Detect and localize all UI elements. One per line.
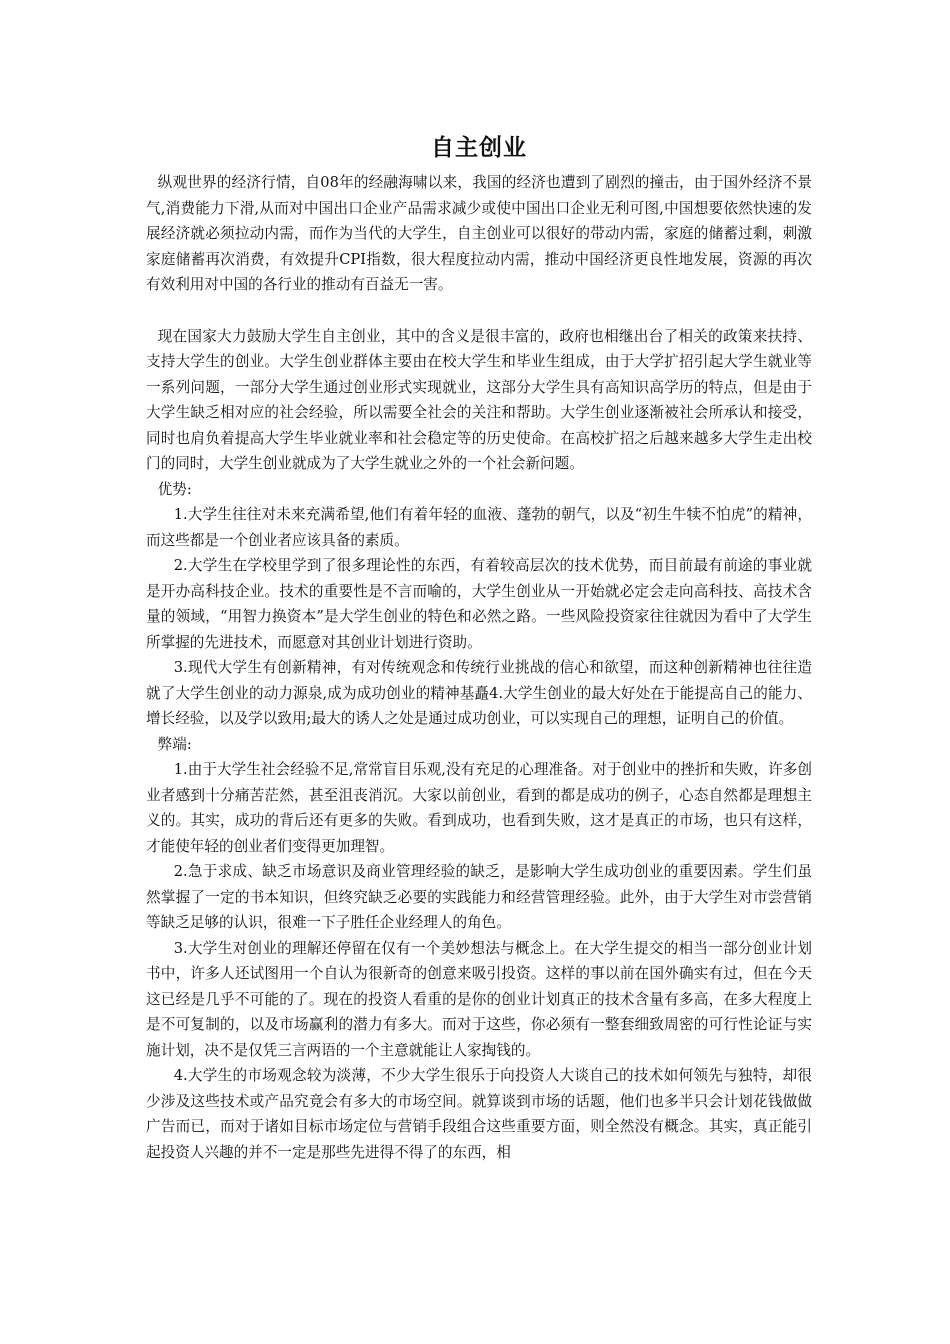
disadvantages-heading: 弊端: xyxy=(157,735,192,753)
document-page xyxy=(146,128,812,1165)
advantage-item: 3.现代大学生有创新精神，有对传统观念和传统行业挑战的信心和欲望，而这种创新精神也往往造就了大学生创业的动力源泉,成为成功创业的精神基矗4.大学生创业的最大好处在于能提高自己的能力、增长经验，以及学以致用;最大的诱人之处是通过成功创业，可以实现自己的理想，证明自己的价值。 xyxy=(146,659,812,727)
advantages-heading: 优势: xyxy=(157,480,192,498)
disadvantage-item: 1.由于大学生社会经验不足,常常盲目乐观,没有充足的心理准备。对于创业中的挫折和失败，许多创业者感到十分痛苦茫然，甚至沮丧消沉。大家以前创业，看到的都是成功的例子，心态自然都是理想主义的。其实，成功的背后还有更多的失败。看到成功，也看到失败，这才是真正的市场，也只有这样，才能使年轻的创业者们变得更加理智。 xyxy=(146,761,812,855)
paragraph-gap xyxy=(146,298,812,324)
disadvantage-item: 3.大学生对创业的理解还停留在仅有一个美妙想法与概念上。在大学生提交的相当一部分创业计划书中，许多人还试图用一个自认为很新奇的创意来吸引投资。这样的事以前在国外确实有过，但在今天这已经是几乎不可能的了。现在的投资人看重的是你的创业计划真正的技术含量有多高，在多大程度上是不可复制的，以及市场赢利的潜力有多大。而对于这些，你必须有一整套细致周密的可行性论证与实施计划，决不是仅凭三言两语的一个主意就能让人家掏钱的。 xyxy=(146,939,812,1059)
advantage-item: 2.大学生在学校里学到了很多理论性的东西，有着较高层次的技术优势，而目前最有前途的事业就是开办高科技企业。技术的重要性是不言而喻的，大学生创业从一开始就必定会走向高科技、高技术含量的领域，“用智力换资本”是大学生创业的特色和必然之路。一些风险投资家往往就因为看中了大学生所掌握的先进技术，而愿意对其创业计划进行资助。 xyxy=(146,557,812,651)
document-title: 自主创业 xyxy=(431,135,527,161)
intro-paragraph-2: 现在国家大力鼓励大学生自主创业，其中的含义是很丰富的，政府也相继出台了相关的政策来扶持、支持大学生的创业。大学生创业群体主要由在校大学生和毕业生组成，由于大学扩招引起大学生就业等一系列问题，一部分大学生通过创业形式实现就业，这部分大学生具有高知识高学历的特点，但是由于大学生缺乏相对应的社会经验，所以需要全社会的关注和帮助。大学生创业逐渐被社会所承认和接受，同时也肩负着提高大学生毕业就业率和社会稳定等的历史使命。在高校扩招之后越来越多大学生走出校门的同时，大学生创业就成为了大学生就业之外的一个社会新问题。 xyxy=(146,327,812,472)
disadvantage-item: 2.急于求成、缺乏市场意识及商业管理经验的缺乏，是影响大学生成功创业的重要因素。学生们虽然掌握了一定的书本知识，但终究缺乏必要的实践能力和经营管理经验。此外，由于大学生对市尝营销等缺乏足够的认识，很难一下子胜任企业经理人的角色。 xyxy=(146,863,812,931)
disadvantage-item: 4.大学生的市场观念较为淡薄，不少大学生很乐于向投资人大谈自己的技术如何领先与独特，却很少涉及这些技术或产品究竟会有多大的市场空间。就算谈到市场的话题，他们也多半只会计划花钱做做广告而已，而对于诸如目标市场定位与营销手段组合这些重要方面，则全然没有概念。其实，真正能引起投资人兴趣的并不一定是那些先进得不得了的东西，相 xyxy=(146,1067,812,1161)
advantage-item: 1.大学生往往对未来充满希望,他们有着年轻的血液、蓬勃的朝气，以及“初生牛犊不怕虎”的精神，而这些都是一个创业者应该具备的素质。 xyxy=(146,506,812,549)
intro-paragraph-1: 纵观世界的经济行情，自08年的经融海啸以来，我国的经济也遭到了剧烈的撞击，由于国外经济不景气,消费能力下滑,从而对中国出口企业产品需求减少或使中国出口企业无利可图,中国想要依然快速的发展经济就必须拉动内需，而作为当代的大学生，自主创业可以很好的带动内需，家庭的储蓄过剩，刺激家庭储蓄再次消费，有效提升CPI指数，很大程度拉动内需，推动中国经济更良性地发展，资源的再次有效利用对中国的各行业的推动有百益无一害。 xyxy=(146,174,812,293)
